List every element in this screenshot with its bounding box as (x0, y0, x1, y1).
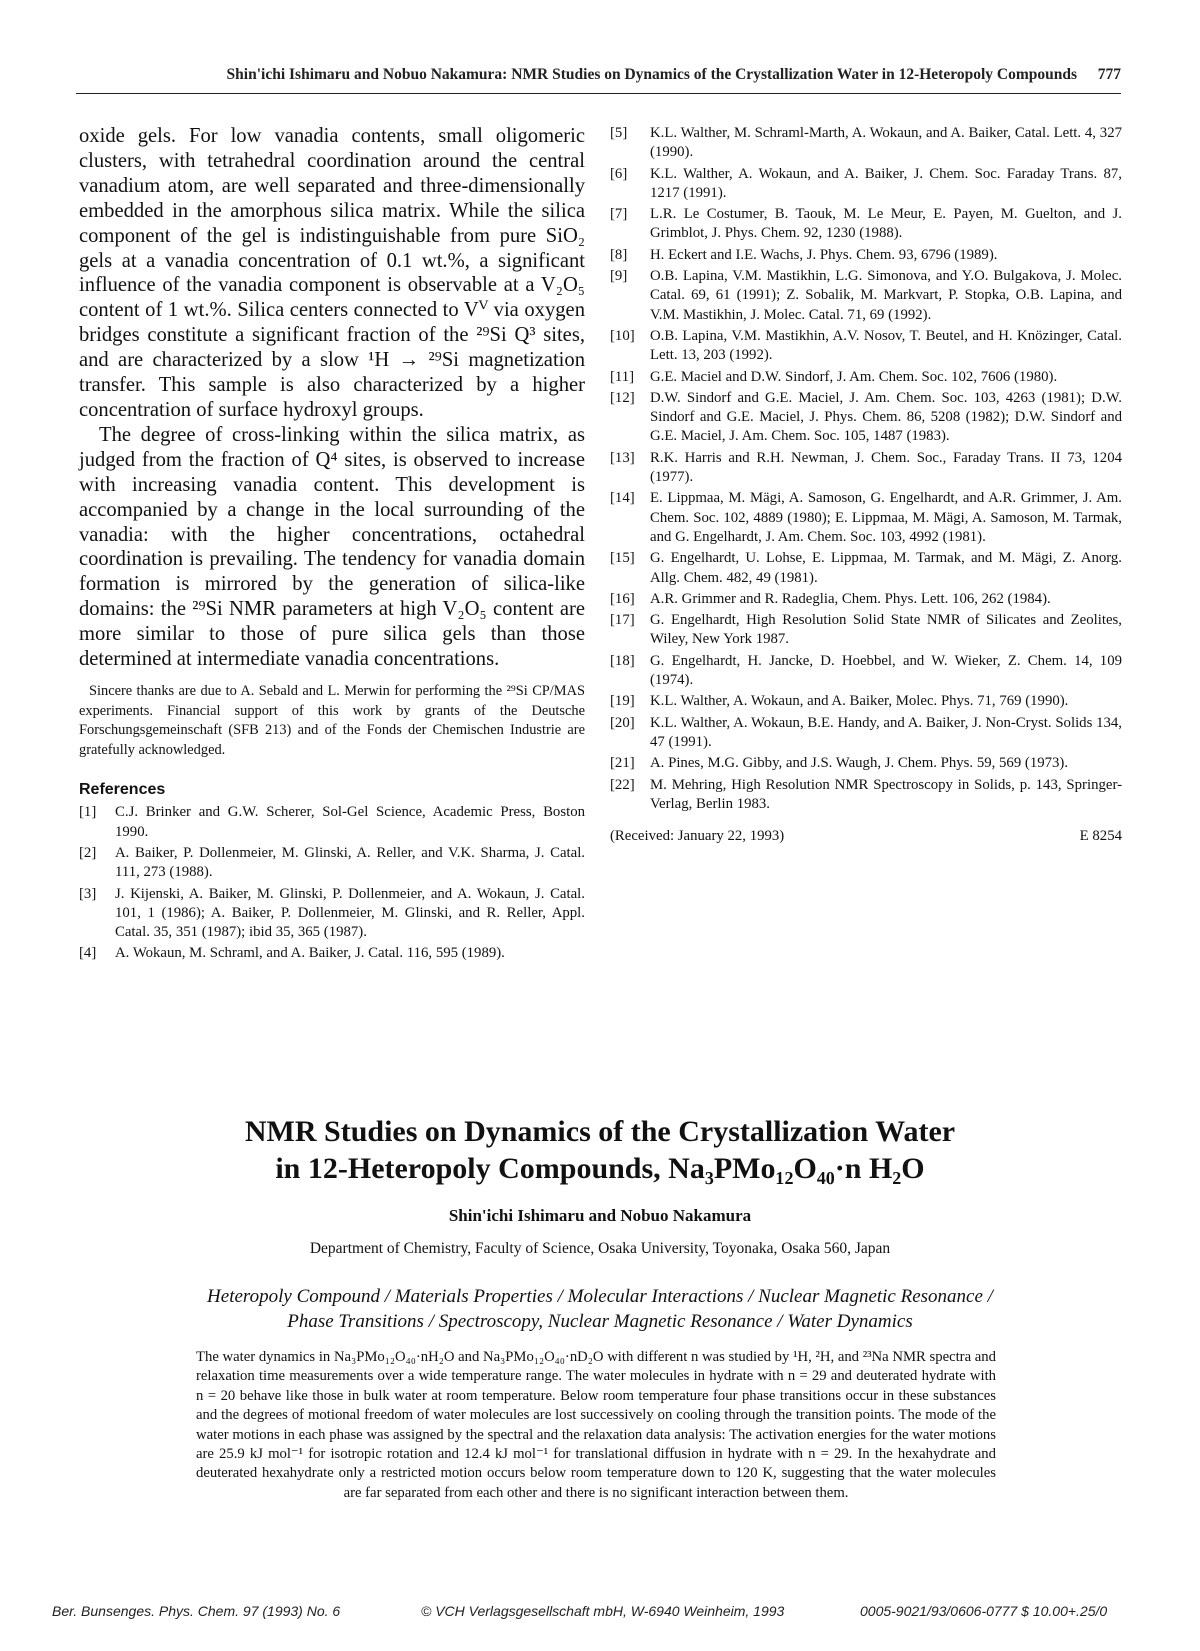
footer-journal: Ber. Bunsenges. Phys. Chem. 97 (1993) No. 6 (52, 1603, 341, 1619)
acknowledgment: Sincere thanks are due to A. Sebald and L. Merwin for performing the ²⁹Si CP/MAS experiments. Financial support of this work by grants of the Deutsche Forschungsgemeinschaft (SFB 213) and of the Fonds der Chemischen Industrie are gratefully acknowledged. (79, 682, 585, 758)
body-paragraph-1: oxide gels. For low vanadia contents, small oligomeric clusters, with tetrahedral coordination around the central vanadium atom, are well separated and three-dimensionally embedded in the amorphous silica matrix. While the silica component of the gel is indistinguishable from pure SiO₂ gels at a vanadia concentration of 0.1 wt.%, a significant influence of the vanadia component is observable at a V₂O₅ content of 1 wt.%. Silica centers connected to Vⱽ via oxygen bridges constitute a significant fraction of the ²⁹Si Q³ sites, and are characterized by a slow ¹H → ²⁹Si magnetization transfer. This sample is also characterized by a higher concentration of surface hydroxyl groups. (79, 125, 585, 421)
title-line-1: NMR Studies on Dynamics of the Crystallization Water (244, 1115, 956, 1148)
footer-issn: 0005-9021/93/0606-0777 $ 10.00+.25/0 (860, 1603, 1108, 1619)
article-keywords (0, 1284, 1200, 1334)
reference-item: [3] J. Kijenski, A. Baiker, M. Glinski, P. Dollenmeier, and A. Wokaun, J. Catal. 101, 1 (1986); A. Baiker, P. Dollenmeier, M. Glinski, and R. Reller, Appl. Catal. 35, 351 (1987); ibid 35, 365 (1987). (79, 885, 585, 941)
reference-item: [21] A. Pines, M.G. Gibby, and J.S. Waugh, J. Chem. Phys. 59, 569 (1973). (610, 755, 1069, 772)
article-title (0, 1113, 1200, 1187)
references-heading: References (79, 781, 166, 799)
reference-item: [22] M. Mehring, High Resolution NMR Spectroscopy in Solids, p. 143, Springer-Verlag, Berlin 1983. (610, 776, 1122, 812)
reference-item: [2] A. Baiker, P. Dollenmeier, M. Glinski, A. Reller, and V.K. Sharma, J. Catal. 111, 273 (1988). (79, 844, 585, 881)
footer-publisher: © VCH Verlagsgesellschaft mbH, W-6940 Weinheim, 1993 (421, 1603, 785, 1619)
running-header (76, 66, 1121, 94)
reference-item: [4] A. Wokaun, M. Schraml, and A. Baiker, J. Catal. 116, 595 (1989). (79, 945, 505, 962)
reference-list-right (610, 124, 1122, 814)
article-affiliation: Department of Chemistry, Faculty of Science, Osaka University, Toyonaka, Osaka 560, Japan (309, 1240, 891, 1257)
right-column (610, 124, 1122, 848)
left-column (79, 124, 585, 966)
reference-item: [7] L.R. Le Costumer, B. Taouk, M. Le Meur, E. Payen, M. Guelton, and J. Grimblot, J. Phys. Chem. 92, 1230 (1988). (610, 206, 1122, 242)
reference-item: [18] G. Engelhardt, H. Jancke, D. Hoebbel, and W. Wieker, Z. Chem. 14, 109 (1974). (610, 652, 1122, 689)
reference-item: [12] D.W. Sindorf and G.E. Maciel, J. Am. Chem. Soc. 103, 4263 (1981); D.W. Sindorf and G.E. Maciel, J. Phys. Chem. 86, 5208 (1982); D.W. Sindorf and G.E. Maciel, J. Am. Chem. Soc. 105, 1487 (1983). (610, 389, 1122, 445)
reference-item: [20] K.L. Walther, A. Wokaun, B.E. Handy, and A. Baiker, J. Non-Cryst. Solids 134, 47 (1991). (610, 714, 1122, 750)
reference-item: [9] O.B. Lapina, V.M. Mastikhin, L.G. Simonova, and Y.O. Bulgakova, J. Molec. Catal. 69, 61 (1991); Z. Sobalik, M. Markvart, P. Stopka, O.B. Lapina, and V.M. Mastikhin, J. Molec. Catal. 71, 69 (1992). (610, 268, 1122, 323)
reference-item: [19] K.L. Walther, A. Wokaun, and A. Baiker, Molec. Phys. 71, 769 (1990). (610, 693, 1069, 710)
received-line (610, 828, 1122, 848)
reference-item: [5] K.L. Walther, M. Schraml-Marth, A. Wokaun, and A. Baiker, Catal. Lett. 4, 327 (1990). (610, 125, 1122, 161)
title-line-2: in 12-Heteropoly Compounds, Na₃PMo₁₂O₄₀·n H₂O (275, 1152, 925, 1185)
reference-item: [1] C.J. Brinker and G.W. Scherer, Sol-Gel Science, Academic Press, Boston 1990. (79, 804, 585, 840)
received-date: (Received: January 22, 1993) (610, 828, 785, 845)
body-paragraph-2: The degree of cross-linking within the silica matrix, as judged from the fraction of Q⁴ sites, is observed to increase with increasing vanadia content. This development is accompanied by a change in the local surrounding of the vanadia: with the higher concentrations, octahedral coordination is prevailing. The tendency for vanadia domain formation is mirrored by the generation of silica-like domains: the ²⁹Si NMR parameters at high V₂O₅ content are more similar to those of pure silica gels than those determined at intermediate vanadia concentrations. (79, 423, 585, 671)
reference-item: [11] G.E. Maciel and D.W. Sindorf, J. Am. Chem. Soc. 102, 7606 (1980). (610, 368, 1058, 385)
article-authors: Shin'ichi Ishimaru and Nobuo Nakamura (448, 1206, 752, 1225)
reference-list-left (79, 803, 585, 963)
reference-item: [17] G. Engelhardt, High Resolution Solid State NMR of Silicates and Zeolites, Wiley, New York 1987. (610, 612, 1122, 648)
keywords-line-2: Phase Transitions / Spectroscopy, Nuclear Magnetic Resonance / Water Dynamics (287, 1311, 913, 1332)
reference-item: [15] G. Engelhardt, U. Lohse, E. Lippmaa, M. Tarmak, and M. Mägi, Z. Anorg. Allg. Chem. 482, 49 (1981). (610, 550, 1122, 586)
keywords-line-1: Heteropoly Compound / Materials Properties / Molecular Interactions / Nuclear Magnetic Resonance / (207, 1286, 993, 1307)
article-abstract: The water dynamics in Na₃PMo₁₂O₄₀·nH₂O and Na₃PMo₁₂O₄₀·nD₂O with different n was studied by ¹H, ²H, and ²³Na NMR spectra and relaxation time measurements over a wide temperature range. The water molecules in hydrate with n = 29 and deuterated hydrate with n = 20 behave like those in bulk water at room temperature. Below room temperature four phase transitions occur in these substances and the degrees of motional freedom of water molecules are lost successively on cooling through the transition points. The mode of the water motions in each phase was assigned by the spectral and the relaxation data analysis: The activation energies for the water motions are 25.9 kJ mol⁻¹ for isotropic rotation and 12.4 kJ mol⁻¹ for translational diffusion in hydrate with n = 29. In the hexahydrate and deuterated hexahydrate only a restricted motion occurs below room temperature down to 120 K, suggesting that the water molecules are far separated from each other and there is no significant interaction between them. (196, 1349, 996, 1501)
manuscript-code: E 8254 (1079, 828, 1122, 845)
reference-item: [6] K.L. Walther, A. Wokaun, and A. Baiker, J. Chem. Soc. Faraday Trans. 87, 1217 (1991). (610, 165, 1122, 201)
running-title: Shin'ichi Ishimaru and Nobuo Nakamura: NMR Studies on Dynamics of the Crystallization Water in 12-Heteropoly Compounds (226, 66, 1077, 83)
reference-item: [8] H. Eckert and I.E. Wachs, J. Phys. Chem. 93, 6796 (1989). (610, 246, 998, 263)
reference-item: [13] R.K. Harris and R.H. Newman, J. Chem. Soc., Faraday Trans. II 73, 1204 (1977). (610, 449, 1122, 486)
reference-item: [16] A.R. Grimmer and R. Radeglia, Chem. Phys. Lett. 106, 262 (1984). (610, 590, 1051, 607)
reference-item: [10] O.B. Lapina, V.M. Mastikhin, A.V. Nosov, T. Beutel, and H. Knözinger, Catal. Lett. 13, 203 (1992). (610, 327, 1122, 364)
page-number: 777 (1097, 66, 1121, 83)
reference-item: [14] E. Lippmaa, M. Mägi, A. Samoson, G. Engelhardt, and A.R. Grimmer, J. Am. Chem. Soc. 102, 4889 (1980); E. Lippmaa, M. Mägi, A. Samoson, M. Tarmak, and G. Engelhardt, J. Am. Chem. Soc. 103, 4992 (1981). (610, 490, 1122, 545)
